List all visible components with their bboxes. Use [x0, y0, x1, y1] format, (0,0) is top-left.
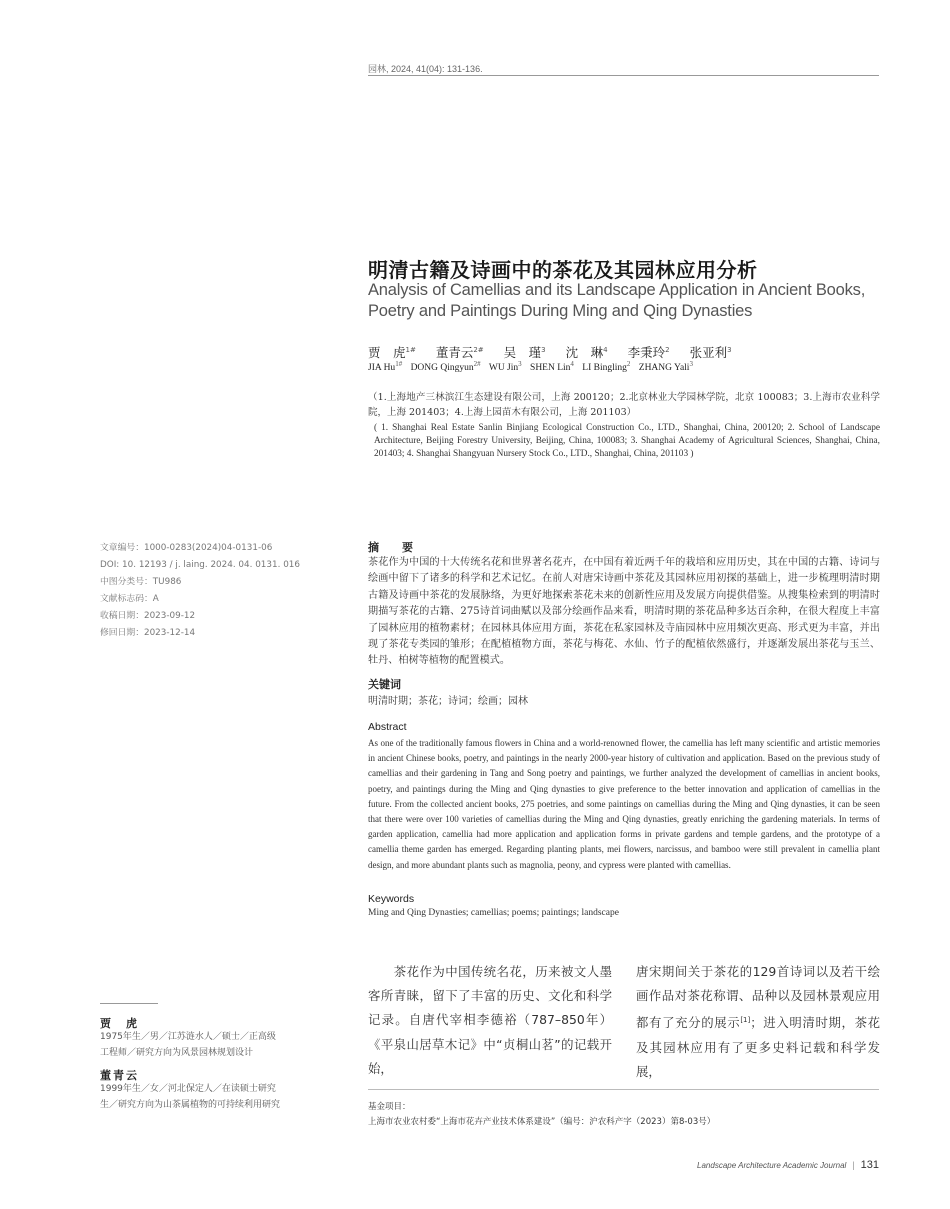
- abstract-heading-cn: 摘 要: [368, 541, 419, 554]
- author-cn: 贾 虎$^{1\#}$: [368, 345, 416, 360]
- author-en: SHEN Lin$^4$: [530, 360, 574, 374]
- keywords-heading-cn: 关键词: [368, 678, 401, 691]
- funding-text: 上海市农业农村委“上海市花卉产业技术体系建设”（编号：沪农科产字（2023）第8-03号）: [368, 1117, 716, 1127]
- received-date: 收稿日期：2023-09-12: [100, 611, 196, 621]
- abstract-body-en: As one of the traditionally famous flowers in China and a world-renowned flower, the camellia has left many scientific and artistic memories in ancient Chinese books, poetry, and paintings in the nearly 2000-year history of cultivation and application. Based on the previous study of camellias and their gardening in Tang and Song poetry and paintings, we further analyzed the development of camellias in ancient books, poetry, and paintings during the Ming and Qing dynasties to give preference to the better innovation and application of camellias in the future. From the collected ancient books, 275 poetries, and some paintings on camellias during the Ming and Qing dynasties, it can be seen that there were over 100 varieties of camellias during the Ming and Qing dynasties, greatly enriching the gardening materials. In terms of garden application, camellia had more application and application forms in private gardens and temple gardens, and the prototype of a camellia theme garden has emerged. Regarding planting plants, mei flowers, narcissus, and bamboo were still prevalent in camellia plant design, and more abundant plants such as magnolia, peony, and cypress were planted with camellias.: [368, 738, 880, 870]
- article-number: 文章编号：1000-0283(2024)04-0131-06: [100, 543, 273, 553]
- author-bio-text: 1975年生／男／江苏涟水人／硕士／正高级工程师／研究方向为风景园林规划设计: [100, 1032, 276, 1058]
- funding-divider: [368, 1089, 879, 1090]
- author-bio-name: 贾 虎: [100, 1017, 139, 1030]
- footer-journal-name: Landscape Architecture Academic Journal: [697, 1161, 847, 1170]
- title-english: Analysis of Camellias and its Landscape Application in Ancient Books, Poetry and Paintings During Ming and Qing Dynasties: [368, 281, 866, 320]
- revised-date: 修回日期：2023-12-14: [100, 628, 196, 638]
- affiliations-english: ( 1. Shanghai Real Estate Sanlin Binjiang Ecological Construction Co., LTD., Shanghai, China, 200120; 2. School of Landscape Architecture, Beijing Forestry University, Beijing, China, 100083; 3. Shanghai Academy of Agricultural Sciences, Shanghai, China, 201403; 4. Shanghai Shangyuan Nursery Stock Co., LTD., Shanghai, China, 201103 ): [374, 423, 880, 459]
- body-column-left: 茶花作为中国传统名花，历来被文人墨客所青睐，留下了丰富的历史、文化和科学记录。自唐代宰相李德裕（787–850年）《平泉山居草木记》中“贞桐山茗”的记载开始，: [368, 964, 612, 1076]
- author-cn: 李秉玲$^2$: [627, 345, 670, 360]
- author-cn: 吴 瑾$^3$: [503, 345, 546, 360]
- document-code: 文献标志码：A: [100, 594, 159, 604]
- author-en: LI Bingling$^2$: [582, 360, 631, 374]
- affiliations-chinese: （1.上海地产三林滨江生态建设有限公司，上海 200120；2.北京林业大学园林学院，北京 100083；3.上海市农业科学院，上海 201403；4.上海上园苗木有限公司，上海 201103）: [368, 392, 880, 418]
- title-chinese: 明清古籍及诗画中的茶花及其园林应用分析: [368, 258, 758, 282]
- journal-citation: 园林, 2024, 41(04): 131-136.: [368, 64, 483, 74]
- author-cn: 张亚利$^3$: [689, 345, 732, 360]
- page-footer: [697, 1159, 879, 1171]
- abstract-heading-en: Abstract: [368, 721, 407, 733]
- bio-divider: [100, 1003, 158, 1004]
- footer-separator: |: [852, 1160, 855, 1170]
- keywords-heading-en: Keywords: [368, 893, 415, 905]
- reference-marker[interactable]: [1]: [740, 1016, 751, 1025]
- keywords-en: Ming and Qing Dynasties; camellias; poems; paintings; landscape: [368, 908, 619, 918]
- authors-english: [368, 360, 699, 373]
- clc-number: 中图分类号：TU986: [100, 577, 182, 587]
- page-number: 131: [860, 1159, 879, 1171]
- author-en: JIA $Hu^{1\#}$: [368, 360, 403, 374]
- author-en: DONG Qingyun$^{2\#}$: [410, 360, 481, 374]
- authors-chinese: [368, 343, 748, 361]
- body-column-right: 唐宋期间关于茶花的129首诗词以及若干绘画作品对茶花称谓、品种以及园林景观应用都有了充分的展示[1]；进入明清时期，茶花及其园林应用有了更多史料记载和科学发展，: [636, 964, 881, 1079]
- author-bio-name: 董青云: [100, 1069, 139, 1082]
- author-en: WU Jin$^3$: [488, 360, 522, 374]
- author-bio-text: 1999年生／女／河北保定人／在读硕士研究生／研究方向为山茶属植物的可持续利用研究: [100, 1084, 281, 1110]
- article-metadata: [100, 540, 300, 642]
- doi: DOI: 10. 12193 / j. laing. 2024. 04. 0131. 016: [100, 560, 300, 570]
- author-en: ZHANG Yali$^3$: [638, 360, 693, 374]
- funding-label: 基金项目：: [368, 1102, 411, 1112]
- keywords-cn: 明清时期；茶花；诗词；绘画；园林: [368, 696, 528, 707]
- author-cn: 董青云$^{2\#}$: [435, 345, 484, 360]
- header-divider: [368, 75, 879, 76]
- abstract-body-cn: 茶花作为中国的十大传统名花和世界著名花卉，在中国有着近两千年的栽培和应用历史，其在中国的古籍、诗词与绘画中留下了诸多的科学和艺术记忆。在前人对唐宋诗画中茶花及其园林应用初探的基础上，进一步梳理明清时期古籍及诗画中茶花的发展脉络，为更好地探索茶花未来的创新性应用及发展方向提供借鉴。从搜集检索到的明清时期描写茶花的古籍、275诗首词曲赋以及部分绘画作品来看，明清时期的茶花品种多达百余种，在很大程度上丰富了园林应用的植物素材；在园林具体应用方面，茶花在私家园林及寺庙园林中应用频次更高、形式更为丰富，并出现了茶花专类园的雏形；在配植植物方面，茶花与梅花、水仙、竹子的配植依然盛行，并逐渐发展出茶花与玉兰、牡丹、柏树等植物的配置模式。: [368, 557, 880, 667]
- author-cn: 沈 琳$^4$: [565, 345, 608, 360]
